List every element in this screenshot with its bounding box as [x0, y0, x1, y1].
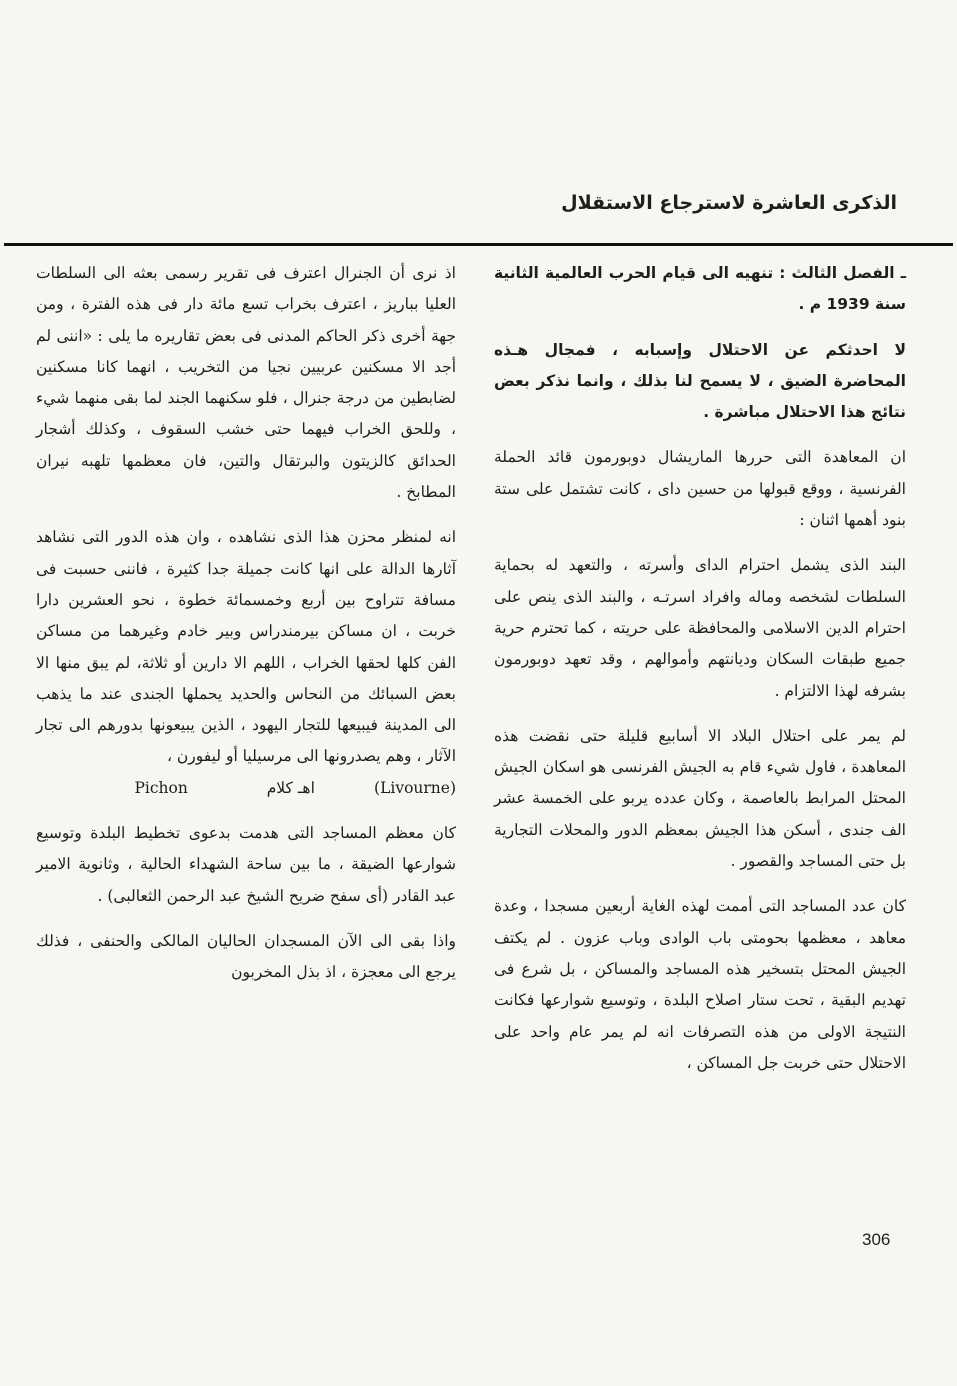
citation-end-mark: اهـ كلام — [266, 778, 315, 797]
remaining-mosques-paragraph: واذا بقى الى الآن المسجدان الحاليان المالكى والحنفى ، فذلك يرجع الى معجزة ، اذ بذل المخربون — [36, 931, 456, 982]
right-column — [494, 258, 906, 1087]
citation-line — [36, 773, 456, 804]
intro-paragraph: لا احدثكم عن الاحتلال وإسبابه ، فمجال هـذه المحاضرة الضيق ، لا يسمح لنا بذلك ، وانما نذكر بعض نتائج هذا الاحتلال مباشرة . — [494, 340, 906, 422]
mosques-paragraph: كان عدد المساجد التى أممت لهذه الغاية أربعين مسجدا ، وعدة معاهد ، معظمها بحومتى باب الوادى وباب عزون . لم يكتف الجيش المحتل بتسخير هذه المساجد والمساكن ، بل شرع فى تهديم البقية ، تحت ستار اصلاح البلدة ، وتوسيع شوارعها فكانت النتيجة الاولى من هذه التصرفات انه لم يمر عام واحد على الاحتلال حتى خربت جل المساكن ، — [494, 897, 906, 1072]
page-number: 306 — [862, 1230, 891, 1249]
demolition-paragraph: كان معظم المساجد التى هدمت بدعوى تخطيط البلدة وتوسيع شوارعها الضيقة ، ما بين ساحة الشهداء الحالية ، وثانوية الامير عبد القادر (أى سفح ضريح الشيخ عبد الرحمن الثعالبى) . — [36, 824, 456, 905]
running-title: الذكرى العاشرة لاسترجاع الاستقلال — [561, 192, 897, 214]
left-column — [36, 258, 456, 997]
treaty-paragraph: ان المعاهدة التى حررها الماريشال دوبورمون قائد الحملة الفرنسية ، ووقع قبولها من حسين داى ، كانت تشتمل على ستة بنود أهمها اثنان : — [494, 448, 906, 530]
ruins-paragraph: انه لمنظر محزن هذا الذى نشاهده ، وان هذه الدور التى نشاهد آثارها الدالة على انها كانت جميلة جدا كثيرة ، فاننى حسبت فى مسافة تتراوح بين أربع وخمسمائة خطوة ، نحو العشرين دارا خربت ، ان مساكن بيرمندراس وبير خادم وغيرهما من مساكن الفن كلها لحقها الخراب ، اللهم الا دارين أو ثلاثة، لم يبق منها الا بعض السبائك من النحاس والحديد يحملها الجندى عند ما يذهب الى المدينة فيبيعها للتجار اليهود ، الذين يبيعونها بدورهم الى تجار الآثار ، وهم يصدرونها الى مرسيليا أو ليفورن ، — [36, 528, 456, 766]
chapter-paragraph: ـ الفصل الثالث : تنهيه الى قيام الحرب العالمية الثانية سنة 1939 م . — [494, 264, 906, 314]
citation-pichon: Pichon — [134, 778, 188, 797]
citation-livourne: (Livourne) — [374, 778, 456, 797]
header-rule — [4, 243, 953, 246]
clauses-paragraph: البند الذى يشمل احترام الداى وأسرته ، والتعهد له بحماية السلطات لشخصه وماله وافراد اسرتـه ، والبند الذى ينص على احترام الدين الاسلامى والمحافظة على حريته ، كما تحترم حرية جميع طبقات السكان وديانتهم وأموالهم ، وقد تعهد دوبورمون بشرفه لهذا الالتزام . — [494, 556, 906, 700]
report-paragraph: اذ نرى أن الجنرال اعترف فى تقرير رسمى بعثه الى السلطات العليا بباريز ، اعترف بخراب تسع مائة دار فى هذه الفترة ، ومن جهة أخرى ذكر الحاكم المدنى فى بعض تقاريره ما يلى : «اننى لم أجد الا مسكنين عربيين نجيا من التخريب ، انهما كانا مسكنين لضابطين من درجة جنرال ، فلو سكنهما الجند لما بقى منهما شيء ، وللحق الخراب فيهما حتى خشب السقوف ، وكذلك أشجار الحدائق كالزيتون والبرتقال والتين، فان معظمها تلهبه نيران المطابخ . — [36, 264, 456, 502]
occupation-paragraph: لم يمر على احتلال البلاد الا أسابيع قليلة حتى نقضت هذه المعاهدة ، فاول شيء قام به الجيش الفرنسى هو اسكان الجيش المحتل المرابط بالعاصمة ، وكان عدده يربو على الخمسة عشر الف جندى ، أسكن هذا الجيش بمعظم الدور والمحلات التجارية بل حتى المساجد والقصور . — [494, 726, 906, 871]
